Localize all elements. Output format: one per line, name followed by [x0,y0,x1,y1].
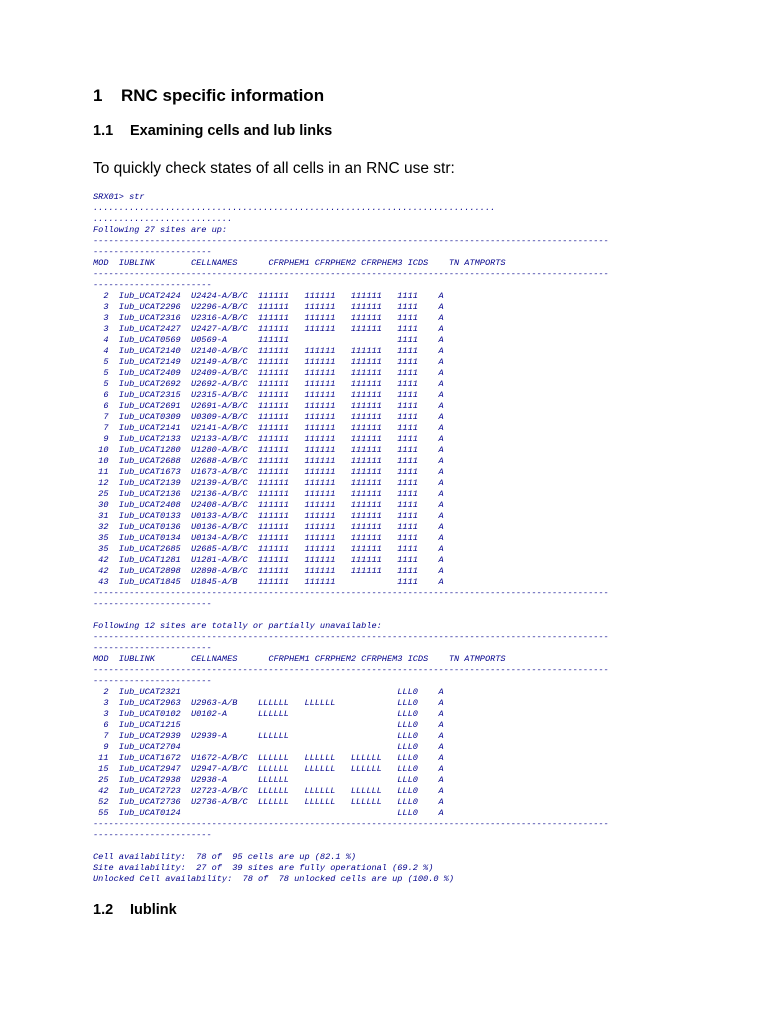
terminal-line: 11 Iub_UCAT1673 U1673-A/B/C 111111 111111 111111 1111 A [93,467,444,477]
terminal-line: Unlocked Cell availability: 78 of 78 unlocked cells are up (100.0 %) [93,874,454,884]
terminal-line: Following 12 sites are totally or partially unavailable: [93,621,382,631]
terminal-line: 5 Iub_UCAT2149 U2149-A/B/C 111111 111111 111111 1111 A [93,357,444,367]
terminal-line: 9 Iub_UCAT2704 LLL0 A [93,742,444,752]
terminal-line: ----------------------- [93,280,212,290]
terminal-line: 42 Iub_UCAT2723 U2723-A/B/C LLLLLL LLLLLL LLLLLL LLL0 A [93,786,444,796]
terminal-line: 31 Iub_UCAT0133 U0133-A/B/C 111111 111111 111111 1111 A [93,511,444,521]
subsection-title: Iublink [130,902,177,918]
terminal-line: 11 Iub_UCAT1672 U1672-A/B/C LLLLLL LLLLLL LLLLLL LLL0 A [93,753,444,763]
terminal-line: ----------------------- [93,599,212,609]
terminal-line: .............................................................................. [93,203,496,213]
subsection-heading-1-2 [93,902,177,918]
terminal-line: 5 Iub_UCAT2692 U2692-A/B/C 111111 111111 111111 1111 A [93,379,444,389]
terminal-line: 42 Iub_UCAT2898 U2898-A/B/C 111111 111111 111111 1111 A [93,566,444,576]
section-number: 1 [93,86,103,105]
terminal-line: ---------------------------------------------------------------------------------------------------- [93,269,609,279]
terminal-line: 15 Iub_UCAT2947 U2947-A/B/C LLLLLL LLLLLL LLLLLL LLL0 A [93,764,444,774]
terminal-line: 3 Iub_UCAT2427 U2427-A/B/C 111111 111111 111111 1111 A [93,324,444,334]
terminal-line: ---------------------------------------------------------------------------------------------------- [93,236,609,246]
terminal-line: MOD IUBLINK CELLNAMES CFRPHEM1 CFRPHEM2 CFRPHEM3 ICDS TN ATMPORTS [93,654,506,664]
terminal-line: 43 Iub_UCAT1845 U1845-A/B 111111 111111 1111 A [93,577,444,587]
terminal-line: ---------------------------------------------------------------------------------------------------- [93,819,609,829]
terminal-line: 7 Iub_UCAT2141 U2141-A/B/C 111111 111111 111111 1111 A [93,423,444,433]
subsection-number: 1.1 [93,123,114,139]
terminal-line: 5 Iub_UCAT2409 U2409-A/B/C 111111 111111 111111 1111 A [93,368,444,378]
terminal-line: 9 Iub_UCAT2133 U2133-A/B/C 111111 111111 111111 1111 A [93,434,444,444]
terminal-line: 42 Iub_UCAT1281 U1281-A/B/C 111111 111111 111111 1111 A [93,555,444,565]
terminal-line: 32 Iub_UCAT0136 U0136-A/B/C 111111 111111 111111 1111 A [93,522,444,532]
terminal-line: ----------------------- [93,247,212,257]
terminal-line: 3 Iub_UCAT2316 U2316-A/B/C 111111 111111 111111 1111 A [93,313,444,323]
terminal-line: 52 Iub_UCAT2736 U2736-A/B/C LLLLLL LLLLLL LLLLLL LLL0 A [93,797,444,807]
terminal-line: 6 Iub_UCAT2315 U2315-A/B/C 111111 111111 111111 1111 A [93,390,444,400]
terminal-line: 3 Iub_UCAT0102 U0102-A LLLLLL LLL0 A [93,709,444,719]
terminal-line: 10 Iub_UCAT1280 U1280-A/B/C 111111 111111 111111 1111 A [93,445,444,455]
terminal-line: ---------------------------------------------------------------------------------------------------- [93,665,609,675]
terminal-line: 2 Iub_UCAT2321 LLL0 A [93,687,444,697]
terminal-line: 3 Iub_UCAT2963 U2963-A/B LLLLLL LLLLLL LLL0 A [93,698,444,708]
terminal-line: 35 Iub_UCAT0134 U0134-A/B/C 111111 111111 111111 1111 A [93,533,444,543]
terminal-output [93,192,609,885]
terminal-line: 3 Iub_UCAT2296 U2296-A/B/C 111111 111111 111111 1111 A [93,302,444,312]
terminal-line: ........................... [93,214,233,224]
terminal-line: 4 Iub_UCAT2140 U2140-A/B/C 111111 111111 111111 1111 A [93,346,444,356]
terminal-line: ----------------------- [93,676,212,686]
terminal-line: SRX01> str [93,192,145,202]
terminal-line: MOD IUBLINK CELLNAMES CFRPHEM1 CFRPHEM2 CFRPHEM3 ICDS TN ATMPORTS [93,258,506,268]
terminal-line: 25 Iub_UCAT2136 U2136-A/B/C 111111 111111 111111 1111 A [93,489,444,499]
terminal-line: 30 Iub_UCAT2408 U2408-A/B/C 111111 111111 111111 1111 A [93,500,444,510]
terminal-line: 12 Iub_UCAT2139 U2139-A/B/C 111111 111111 111111 1111 A [93,478,444,488]
subsection-heading-1-1 [93,123,332,139]
terminal-line: ---------------------------------------------------------------------------------------------------- [93,632,609,642]
terminal-line: 7 Iub_UCAT2939 U2939-A LLLLLL LLL0 A [93,731,444,741]
terminal-line: 7 Iub_UCAT0309 U0309-A/B/C 111111 111111 111111 1111 A [93,412,444,422]
subsection-title: Examining cells and lub links [130,123,333,139]
terminal-line: Cell availability: 78 of 95 cells are up (82.1 %) [93,852,357,862]
terminal-line: 55 Iub_UCAT0124 LLL0 A [93,808,444,818]
terminal-line: 4 Iub_UCAT0569 U0569-A 111111 1111 A [93,335,444,345]
terminal-line: ---------------------------------------------------------------------------------------------------- [93,588,609,598]
terminal-line: 25 Iub_UCAT2938 U2938-A LLLLLL LLL0 A [93,775,444,785]
intro-paragraph: To quickly check states of all cells in an RNC use str: [93,160,455,177]
terminal-line: 2 Iub_UCAT2424 U2424-A/B/C 111111 111111 111111 1111 A [93,291,444,301]
terminal-line: 6 Iub_UCAT2691 U2691-A/B/C 111111 111111 111111 1111 A [93,401,444,411]
subsection-number: 1.2 [93,902,114,918]
section-title: RNC specific information [121,86,325,105]
terminal-line: ----------------------- [93,830,212,840]
terminal-line: Site availability: 27 of 39 sites are fully operational (69.2 %) [93,863,434,873]
terminal-line: Following 27 sites are up: [93,225,228,235]
terminal-line: 35 Iub_UCAT2685 U2685-A/B/C 111111 111111 111111 1111 A [93,544,444,554]
terminal-line: 6 Iub_UCAT1215 LLL0 A [93,720,444,730]
terminal-line: 10 Iub_UCAT2688 U2688-A/B/C 111111 111111 111111 1111 A [93,456,444,466]
terminal-line: ----------------------- [93,643,212,653]
section-heading [93,86,324,106]
